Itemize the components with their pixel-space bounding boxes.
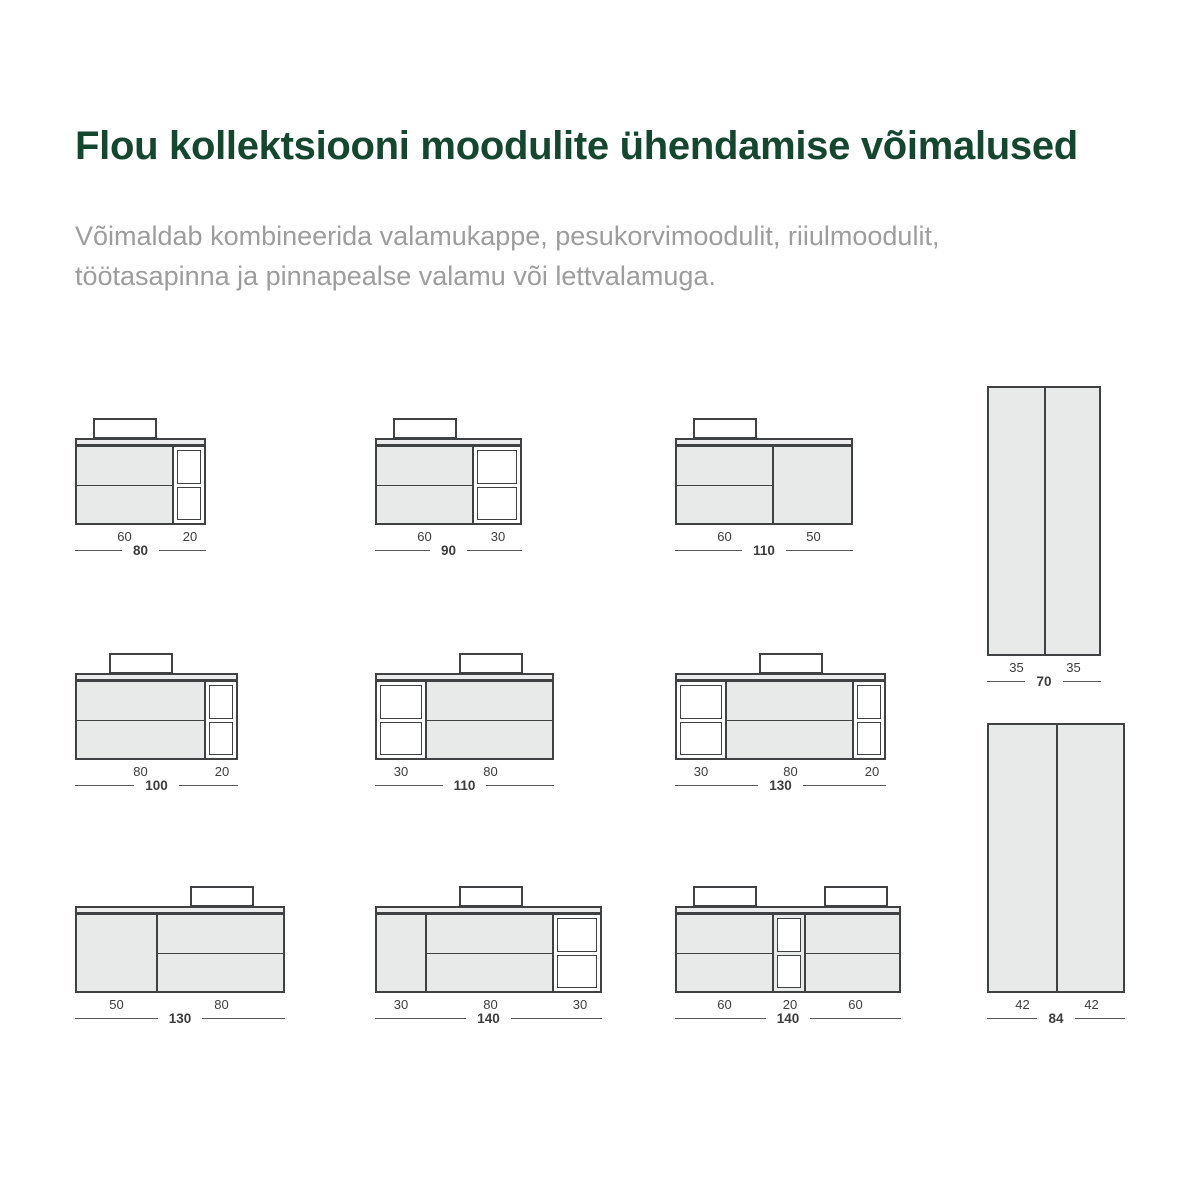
module-drawers	[425, 682, 552, 758]
total-width-label: 70	[1036, 674, 1052, 689]
drawer-divider-line	[427, 953, 552, 954]
dimension-line	[675, 1018, 766, 1019]
module-drawers	[677, 447, 772, 523]
module-door	[77, 915, 156, 991]
page-title: Flou kollektsiooni moodulite ühendamise võimalused	[75, 124, 1078, 168]
shelf-compartment	[777, 918, 801, 952]
module-width-label: 80	[214, 997, 229, 1012]
total-width-dimension	[375, 1011, 602, 1026]
dimension-line	[810, 1018, 901, 1019]
sink-basin	[459, 653, 523, 674]
shelf-compartment	[557, 918, 597, 952]
shelf-compartment	[177, 487, 201, 521]
cabinet-body	[675, 913, 901, 993]
module-shelf	[204, 682, 236, 758]
open-shelf-compartments	[380, 685, 422, 755]
shelf-compartment	[777, 955, 801, 989]
open-shelf-compartments	[680, 685, 722, 755]
dimension-line	[486, 785, 554, 786]
module-width-label: 60	[717, 529, 732, 544]
total-width-label: 140	[776, 1011, 800, 1026]
cabinet-body	[375, 680, 554, 760]
dimension-line	[375, 550, 430, 551]
drawer-divider-line	[158, 953, 283, 954]
drawer-divider-line	[677, 953, 772, 954]
module-width-label: 50	[806, 529, 821, 544]
sink-basin	[393, 418, 457, 439]
sink-basin	[693, 886, 757, 907]
module-width-label: 60	[117, 529, 132, 544]
drawer-divider-line	[677, 485, 772, 486]
page-subtitle-line-2: töötasapinna ja pinnapealse valamu või lettvalamuga.	[75, 261, 716, 291]
total-width-label: 110	[453, 778, 476, 793]
shelf-compartment	[380, 685, 422, 719]
total-width-label: 100	[145, 778, 168, 793]
dimension-line	[987, 1018, 1037, 1019]
open-shelf-compartments	[777, 918, 801, 988]
module-width-label: 42	[1015, 997, 1030, 1012]
drawer-divider-line	[806, 953, 899, 954]
total-width-dimension	[675, 1011, 901, 1026]
dimension-line	[75, 1018, 158, 1019]
total-width-label: 80	[132, 543, 149, 558]
total-width-dimension	[75, 1011, 285, 1026]
module-width-label: 30	[572, 997, 588, 1012]
module-width-label: 80	[133, 764, 148, 779]
module-shelf_gray	[772, 915, 804, 991]
shelf-compartment	[680, 722, 722, 756]
open-shelf-compartments	[477, 450, 517, 520]
dimension-line	[75, 550, 122, 551]
total-width-dimension	[987, 1011, 1125, 1026]
module-shelf	[852, 682, 884, 758]
module-width-label: 20	[782, 997, 798, 1012]
module-shelf	[677, 682, 725, 758]
module-width-label: 60	[717, 997, 732, 1012]
module-width-label: 80	[483, 997, 498, 1012]
cabinet-body	[375, 913, 602, 993]
module-width-label: 30	[393, 764, 409, 779]
total-width-label: 130	[168, 1011, 192, 1026]
module-door	[1056, 725, 1123, 991]
total-width-label: 110	[753, 543, 775, 558]
drawer-divider-line	[377, 485, 472, 486]
module-width-label: 60	[848, 997, 863, 1012]
module-width-label: 50	[109, 997, 124, 1012]
dimension-line	[179, 785, 238, 786]
module-door	[989, 388, 1044, 654]
total-width-label: 130	[769, 778, 792, 793]
cabinet-body	[675, 445, 853, 525]
drawer-divider-line	[427, 720, 552, 721]
total-width-label: 140	[477, 1011, 500, 1026]
dimension-line	[75, 785, 134, 786]
shelf-compartment	[857, 685, 881, 719]
module-shelf	[172, 447, 204, 523]
module-drawers	[77, 682, 204, 758]
total-width-dimension	[675, 778, 886, 793]
cabinet-body	[75, 913, 285, 993]
module-drawers	[425, 915, 552, 991]
shelf-compartment	[680, 685, 722, 719]
dimension-line	[202, 1018, 285, 1019]
dimension-line	[803, 785, 886, 786]
module-width-label: 30	[693, 764, 709, 779]
open-shelf-compartments	[209, 685, 233, 755]
module-door	[1044, 388, 1099, 654]
sink-basin	[93, 418, 157, 439]
open-shelf-compartments	[177, 450, 201, 520]
sink-basin	[824, 886, 888, 907]
cabinet-body	[75, 680, 238, 760]
module-drawers	[677, 915, 772, 991]
module-drawers	[804, 915, 899, 991]
cabinet-body	[987, 723, 1125, 993]
module-shelf	[552, 915, 600, 991]
module-width-label: 35	[1009, 660, 1024, 675]
total-width-dimension	[75, 778, 238, 793]
dimension-line	[511, 1018, 602, 1019]
shelf-compartment	[477, 487, 517, 521]
dimension-line	[467, 550, 522, 551]
dimension-line	[675, 785, 758, 786]
total-width-label: 90	[440, 543, 457, 558]
total-width-dimension	[75, 543, 206, 558]
page-subtitle-line-1: Võimaldab kombineerida valamukappe, pesukorvimoodulit, riiulmoodulit,	[75, 221, 940, 251]
dimension-line	[375, 785, 443, 786]
total-width-dimension	[375, 543, 522, 558]
cabinet-body	[987, 386, 1101, 656]
page-subtitle	[75, 216, 939, 296]
module-shelf	[377, 682, 425, 758]
dimension-line	[375, 1018, 466, 1019]
drawer-divider-line	[77, 720, 204, 721]
module-shelf	[472, 447, 520, 523]
module-drawers	[156, 915, 283, 991]
total-width-label: 84	[1048, 1011, 1064, 1026]
module-width-label: 60	[417, 529, 432, 544]
module-width-label: 30	[490, 529, 506, 544]
total-width-dimension	[375, 778, 554, 793]
total-width-dimension	[675, 543, 853, 558]
shelf-compartment	[557, 955, 597, 989]
shelf-compartment	[209, 722, 233, 756]
dimension-line	[786, 550, 853, 551]
module-door	[772, 447, 851, 523]
module-drawers	[725, 682, 852, 758]
sink-basin	[759, 653, 823, 674]
module-door	[377, 915, 425, 991]
cabinet-body	[675, 680, 886, 760]
drawer-divider-line	[77, 485, 172, 486]
module-door	[989, 725, 1056, 991]
sink-basin	[459, 886, 523, 907]
drawer-divider-line	[727, 720, 852, 721]
open-shelf-compartments	[557, 918, 597, 988]
dimension-line	[987, 681, 1025, 682]
module-width-label: 35	[1066, 660, 1081, 675]
cabinet-body	[375, 445, 522, 525]
module-width-label: 42	[1084, 997, 1099, 1012]
sink-basin	[693, 418, 757, 439]
module-drawers	[377, 447, 472, 523]
cabinet-body	[75, 445, 206, 525]
shelf-compartment	[857, 722, 881, 756]
module-width-label: 20	[864, 764, 880, 779]
sink-basin	[109, 653, 173, 674]
shelf-compartment	[209, 685, 233, 719]
dimension-line	[1075, 1018, 1125, 1019]
dimension-line	[1063, 681, 1101, 682]
shelf-compartment	[380, 722, 422, 756]
module-width-label: 20	[214, 764, 230, 779]
module-width-label: 80	[483, 764, 498, 779]
module-width-label: 80	[783, 764, 798, 779]
module-width-label: 20	[182, 529, 198, 544]
shelf-compartment	[177, 450, 201, 484]
sink-basin	[190, 886, 254, 907]
module-drawers	[77, 447, 172, 523]
dimension-line	[675, 550, 742, 551]
total-width-dimension	[987, 674, 1101, 689]
open-shelf-compartments	[857, 685, 881, 755]
shelf-compartment	[477, 450, 517, 484]
dimension-line	[159, 550, 206, 551]
module-width-label: 30	[393, 997, 409, 1012]
